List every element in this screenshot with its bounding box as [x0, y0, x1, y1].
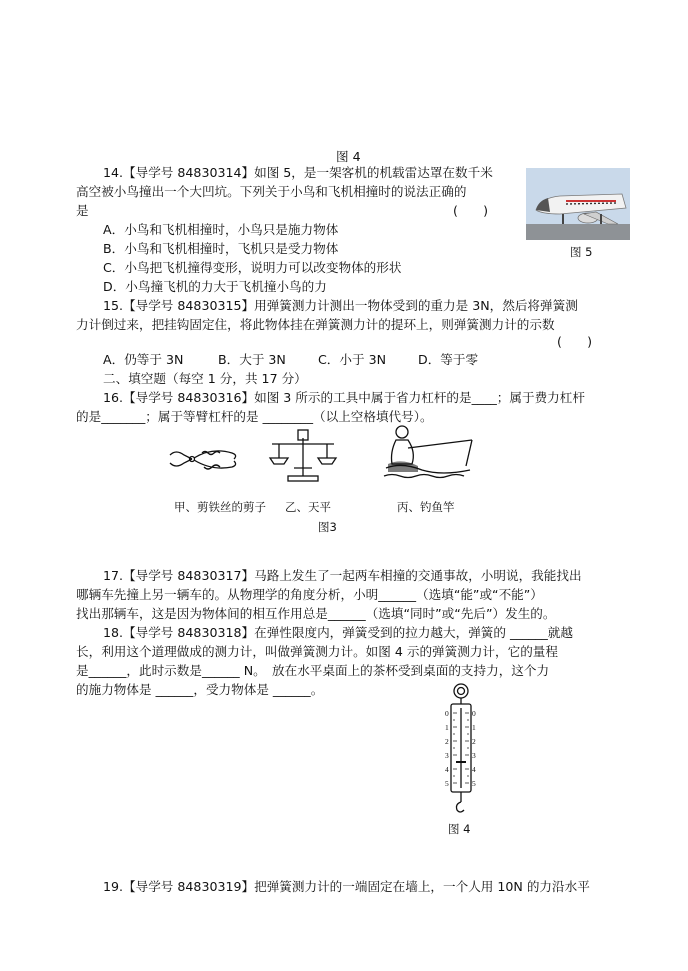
- label-yi-balance: 乙、天平: [285, 500, 331, 514]
- scale-number-right-3: 3: [472, 751, 476, 760]
- q14-line-2: 高空被小鸟撞出一个大凹坑。下列关于小鸟和飞机相撞时的说法正确的: [76, 184, 467, 199]
- figure-5-caption: 图 5: [570, 245, 593, 259]
- label-jia-pliers: 甲、剪铁丝的剪子: [174, 500, 266, 514]
- q14-option-a: A．小鸟和飞机相撞时，小鸟只是施力物体: [103, 222, 339, 237]
- q19-line-1: 19.【导学号 84830319】把弹簧测力计的一端固定在墙上，一个人用 10N 的力沿水平: [103, 879, 590, 894]
- base: [288, 476, 318, 481]
- rod: [408, 440, 472, 448]
- landing-gear-front: [562, 214, 564, 224]
- scale-number-right-0: 0: [472, 709, 476, 718]
- q18-line-2: 长，利用这个道理做成的测力计，叫做弹簧测力计。如图 4 示的弹簧测力计，它的量程: [76, 644, 558, 659]
- figure-4-caption: 图 4: [448, 822, 471, 836]
- livery-stripe: [566, 200, 616, 202]
- figure-4-top-caption: 图 4: [336, 149, 361, 164]
- scale-number-left-5: 5: [445, 779, 449, 788]
- scale-number-left-2: 2: [445, 737, 449, 746]
- scale-number-right-2: 2: [472, 737, 476, 746]
- scale-number-right-5: 5: [472, 779, 476, 788]
- right-pan: [318, 458, 336, 464]
- q16-line-1: 16.【导学号 84830316】如图 3 所示的工具中属于省力杠杆的是____；属于费力杠杆: [103, 390, 585, 405]
- scale-number-right-1: 1: [472, 723, 476, 732]
- jaw-upper: [170, 452, 192, 459]
- q14-line-1: 14.【导学号 84830314】如图 5，是一架客机的机载雷达罩在数千米: [103, 165, 493, 180]
- fisher-body: [392, 440, 414, 464]
- q18-line-4: 的施力物体是 ______，受力物体是 ______。: [76, 682, 324, 697]
- q15-option-a: A．仍等于 3N: [103, 352, 184, 367]
- scale-number-right-4: 4: [472, 765, 476, 774]
- top-ring-outer: [454, 684, 468, 698]
- q16-line-2: 的是_______；属于等臂杠杆的是 ________（以上空格填代号）。: [76, 409, 433, 424]
- scale-number-left-3: 3: [445, 751, 449, 760]
- q18-line-3: 是______，此时示数是______ N。 放在水平桌面上的茶杯受到桌面的支持力，这个力: [76, 663, 550, 678]
- q15-option-b: B．大于 3N: [218, 352, 286, 367]
- top-ring-inner: [458, 688, 465, 695]
- left-pan: [270, 458, 288, 464]
- water-waves: [384, 475, 464, 478]
- scale-number-left-0: 0: [445, 709, 449, 718]
- fishing-rod-drawing: [382, 422, 474, 484]
- figure-3-caption: 图3: [318, 520, 337, 534]
- jaw-lower: [170, 459, 192, 466]
- q17-line-3: 找出那辆车，这是因为物体间的相互作用总是______（选填“同时”或“先后”）发生的。: [76, 606, 556, 621]
- q15-line-1: 15.【导学号 84830315】用弹簧测力计测出一物体受到的重力是 3N，然后将弹簧测: [103, 298, 578, 313]
- hook-icon: [457, 802, 465, 812]
- handle-lower: [194, 460, 236, 468]
- q15-option-d: D．等于零: [418, 352, 479, 367]
- label-bing-fishing-rod: 丙、钓鱼竿: [397, 500, 455, 514]
- balance-scale-drawing: [268, 428, 338, 484]
- q14-option-b: B．小鸟和飞机相撞时，飞机只是受力物体: [103, 241, 339, 256]
- shore-shading: [388, 461, 418, 472]
- q14-option-c: C．小鸟把飞机撞得变形，说明力可以改变物体的形状: [103, 260, 402, 275]
- scale-number-left-4: 4: [445, 765, 449, 774]
- q15-option-c: C．小于 3N: [318, 352, 387, 367]
- fisher-head: [396, 426, 408, 438]
- q18-line-1: 18.【导学号 84830318】在弹性限度内，弹簧受到的拉力越大，弹簧的 ______就越: [103, 625, 573, 640]
- wire-cutter-pliers-drawing: [168, 441, 240, 481]
- q15-line-2: 力计倒过来，把挂钩固定住，将此物体挂在弹簧测力计的提环上，则弹簧测力计的示数: [76, 317, 555, 332]
- q17-line-2: 哪辆车先撞上另一辆车的。从物理学的角度分析，小明______（选填“能”或“不能”）: [76, 587, 543, 602]
- fishing-line: [466, 440, 472, 466]
- q15-answer-paren: ( ): [557, 334, 593, 349]
- q14-answer-paren: ( ): [453, 203, 489, 218]
- scale-number-left-1: 1: [445, 723, 449, 732]
- landing-gear-main: [600, 214, 602, 224]
- q14-option-d: D．小鸟撞飞机的力大于飞机撞小鸟的力: [103, 279, 327, 294]
- section-2-title: 二、填空题（每空 1 分，共 17 分）: [103, 371, 307, 386]
- airplane-photo: [526, 168, 630, 240]
- q14-line-3: 是: [76, 203, 89, 218]
- q17-line-1: 17.【导学号 84830317】马路上发生了一起两车相撞的交通事故，小明说，我能找出: [103, 568, 582, 583]
- tarmac: [526, 224, 630, 240]
- spring-scale-drawing: [442, 680, 480, 820]
